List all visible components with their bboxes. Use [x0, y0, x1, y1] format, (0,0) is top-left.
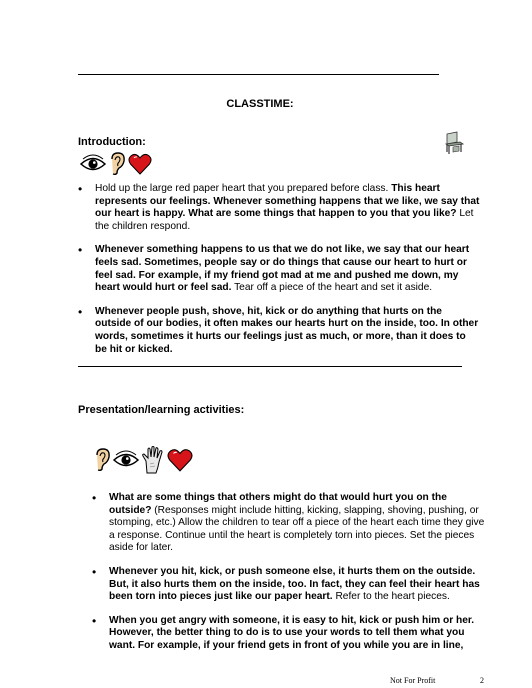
intro-bullet-2: • Whenever something happens to us that we do not like, we say that our heart feels sad. Sometimes, people say or do things that cause our heart to hurt or feel sad. For example, if my friend got mad at me and pushed me down, my heart would hurt or feel sad. Tear off a piece of the heart and set it aside. — [78, 244, 480, 294]
desk-icon — [444, 131, 464, 160]
presentation-bullet-list — [92, 492, 492, 664]
page-title: CLASSTIME: — [226, 98, 294, 110]
intro-bullet-1: • Hold up the large red paper heart that you prepared before class. This heart represents our feelings. Whenever something happens that we like, we say that our heart is happy. What are some things that happen to you that you like? Let the children respond. — [78, 183, 480, 233]
intro-bullet-3: • Whenever people push, shove, hit, kick or do anything that hurts on the outside of our bodies, it often makes our hearts hurt on the inside, too. In other words, sometimes it hurts our feelings just as much, or more, than it does to be hit or kicked. — [78, 306, 480, 356]
presentation-bullet-3: • When you get angry with someone, it is easy to hit, kick or push him or her. However, the better thing to do is to use your words to tell them what you want. For example, if your friend gets in front of you while you are in line, — [92, 615, 492, 653]
presentation-bullet-1: • What are some things that others might do that would hurt you on the outside? (Responses might include hitting, kicking, slapping, shoving, pushing, or stomping, etc.) Allow the children to tear off a piece of the heart each time they give a response. Continue until the heart is completely torn into pieces. Set the pieces aside for later. — [92, 492, 492, 555]
ear-icon — [93, 448, 111, 477]
presentation-bullet-2: • Whenever you hit, kick, or push someone else, it hurts them on the outside. But, it also hurts them on the inside, too. In fact, they can feel their heart has been torn into pieces just like our paper heart. Refer to the heart pieces. — [92, 566, 492, 604]
eye-icon — [80, 154, 106, 179]
hand-icon — [141, 446, 165, 479]
page-number: 2 — [480, 676, 484, 685]
intro-bullet-list — [78, 183, 480, 367]
top-rule — [78, 74, 439, 75]
ear-icon — [108, 152, 126, 181]
presentation-heading: Presentation/learning activities: — [78, 404, 245, 416]
intro-icon-row — [80, 152, 152, 181]
footer-note: Not For Profit — [390, 676, 436, 685]
presentation-icon-row — [93, 446, 193, 479]
heart-icon — [167, 448, 193, 477]
section-divider-rule — [78, 366, 462, 367]
heart-icon — [128, 153, 152, 180]
eye-icon — [113, 450, 139, 475]
intro-heading: Introduction: — [78, 136, 146, 148]
